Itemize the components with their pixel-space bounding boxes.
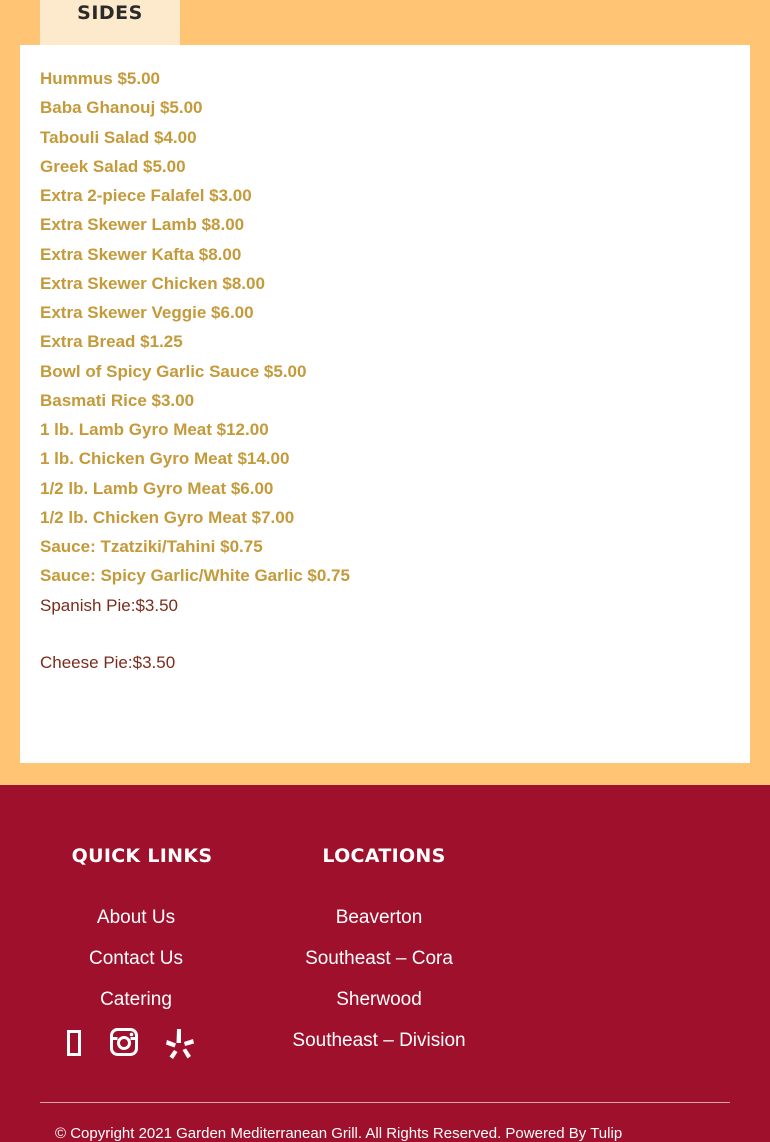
location-link-beaverton[interactable]: Beaverton bbox=[335, 907, 423, 928]
menu-item-cheese-pie: Cheese Pie:$3.50 bbox=[40, 653, 176, 672]
menu-item: Extra Skewer Lamb $8.00 bbox=[40, 215, 245, 235]
quick-links-heading: QUICK LINKS bbox=[71, 845, 213, 867]
footer-divider bbox=[40, 1102, 730, 1103]
location-link-southeast-cora[interactable]: Southeast – Cora bbox=[305, 948, 453, 969]
menu-panel bbox=[20, 45, 750, 763]
locations-heading: LOCATIONS bbox=[322, 845, 446, 867]
menu-item: Extra 2-piece Falafel $3.00 bbox=[40, 186, 252, 205]
menu-item: Basmati Rice $3.00 bbox=[40, 390, 195, 410]
menu-item: 1 lb. Lamb Gyro Meat $12.00 bbox=[40, 420, 269, 439]
quick-link-catering[interactable]: Catering bbox=[100, 989, 172, 1010]
menu-item: Extra Skewer Chicken $8.00 bbox=[40, 273, 265, 293]
facebook-icon[interactable] bbox=[67, 1030, 81, 1056]
site-footer bbox=[0, 785, 770, 1142]
social-links bbox=[62, 1028, 212, 1062]
quick-links-list bbox=[36, 906, 236, 1029]
menu-item: Extra Skewer Veggie $6.00 bbox=[40, 303, 254, 322]
menu-item: Tabouli Salad $4.00 bbox=[40, 127, 197, 147]
menu-item: Extra Bread $1.25 bbox=[40, 332, 183, 352]
tab-sides-label: SIDES bbox=[77, 2, 143, 24]
menu-item: 1 lb. Chicken Gyro Meat $14.00 bbox=[40, 449, 290, 469]
menu-item: Baba Ghanouj $5.00 bbox=[40, 98, 203, 118]
tab-sides[interactable] bbox=[40, 0, 180, 45]
menu-item: 1/2 lb. Lamb Gyro Meat $6.00 bbox=[40, 478, 274, 498]
menu-item: Greek Salad $5.00 bbox=[40, 156, 186, 176]
menu-item: Hummus $5.00 bbox=[40, 69, 160, 88]
menu-list bbox=[40, 66, 350, 593]
locations-list bbox=[264, 906, 494, 1070]
location-link-southeast-division[interactable]: Southeast – Division bbox=[292, 1030, 466, 1051]
location-link-sherwood[interactable]: Sherwood bbox=[336, 989, 422, 1010]
instagram-icon[interactable] bbox=[110, 1028, 138, 1056]
menu-item: Bowl of Spicy Garlic Sauce $5.00 bbox=[40, 361, 307, 381]
menu-item: Extra Skewer Kafta $8.00 bbox=[40, 244, 242, 264]
menu-item-spanish-pie: Spanish Pie:$3.50 bbox=[40, 596, 178, 615]
menu-item: Sauce: Tzatziki/Tahini $0.75 bbox=[40, 537, 263, 556]
menu-item: Sauce: Spicy Garlic/White Garlic $0.75 bbox=[40, 566, 350, 586]
quick-link-about-us[interactable]: About Us bbox=[96, 907, 176, 928]
copyright-text: © Copyright 2021 Garden Mediterranean Grill. All Rights Reserved. Powered By Tulip bbox=[55, 1125, 623, 1142]
menu-tabs bbox=[0, 0, 770, 45]
yelp-icon[interactable] bbox=[165, 1028, 195, 1060]
quick-link-contact-us[interactable]: Contact Us bbox=[89, 948, 183, 969]
menu-item: 1/2 lb. Chicken Gyro Meat $7.00 bbox=[40, 507, 295, 527]
